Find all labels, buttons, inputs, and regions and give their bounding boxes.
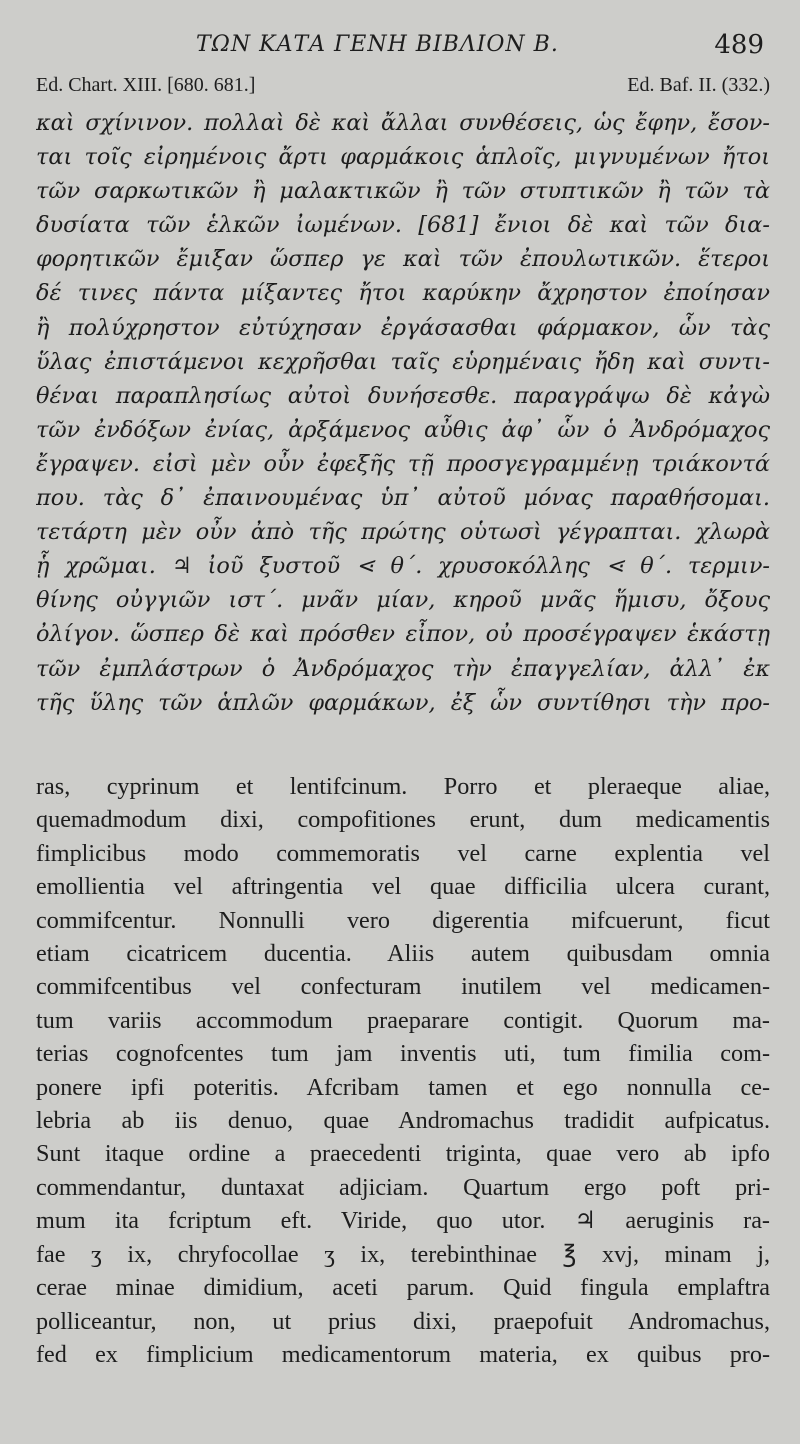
latin-line: polliceantur, non, ut prius dixi, praepofuit Andromachus, bbox=[36, 1307, 770, 1335]
running-head bbox=[0, 28, 800, 64]
latin-line: commifcentibus vel confecturam inutilem vel medicamen- bbox=[36, 973, 770, 1001]
greek-line: τῶν σαρκωτικῶν ἢ μαλακτικῶν ἢ τῶν στυπτικῶν ἢ τῶν τὰ bbox=[36, 178, 770, 205]
greek-line: καὶ σχίνινον. πολλαὶ δὲ καὶ ἄλλαι συνθέσεις, ὡς ἔφην, ἔσον- bbox=[36, 110, 770, 136]
greek-line: ται τοῖς εἰρημένοις ἄρτι φαρμάκοις ἁπλοῖς, μιγνυμένων ἤτοι bbox=[36, 144, 770, 171]
latin-line: quemadmodum dixi, compofitiones erunt, dum medicamentis bbox=[36, 806, 770, 834]
edition-chartier-reference: Ed. Chart. XIII. [680. 681.] bbox=[36, 74, 256, 96]
latin-line: ras, cyprinum et lentifcinum. Porro et pleraeque aliae, bbox=[36, 773, 770, 800]
greek-line: ἢ πολύχρηστον εὐτύχησαν ἐργάσασθαι φάρμακον, ὧν τὰς bbox=[36, 314, 770, 341]
latin-line: commifcentur. Nonnulli vero digerentia mifcuerunt, ficut bbox=[36, 906, 770, 934]
latin-line: tum variis accommodum praeparare contigit. Quorum ma- bbox=[36, 1006, 770, 1034]
edition-reference-line bbox=[36, 74, 770, 104]
latin-line: etiam cicatricem ducentia. Aliis autem quibusdam omnia bbox=[36, 940, 770, 968]
latin-line: emollientia vel aftringentia vel quae difficilia ulcera curant, bbox=[36, 873, 770, 901]
latin-line: fimplicibus modo commemoratis vel carne explentia vel bbox=[36, 839, 770, 867]
page-number: 489 bbox=[714, 30, 764, 60]
latin-line: commendantur, duntaxat adjiciam. Quartum ergo poft pri- bbox=[36, 1173, 770, 1201]
greek-line: τῶν ἐνδόξων ἐνίας, ἀρξάμενος αὖθις ἀφ᾽ ὧν ὁ Ἀνδρόμαχος bbox=[36, 416, 770, 443]
greek-line: φορητικῶν ἔμιξαν ὥσπερ γε καὶ τῶν ἐπουλωτικῶν. ἕτεροι bbox=[36, 246, 770, 273]
latin-line: mum ita fcriptum eft. Viride, quo utor. ♃ aeruginis ra- bbox=[36, 1207, 770, 1235]
latin-line: ponere ipfi poteritis. Afcribam tamen et ego nonnulla ce- bbox=[36, 1073, 770, 1101]
greek-line: δυσίατα τῶν ἑλκῶν ἰωμένων. [681] ἔνιοι δὲ καὶ τῶν δια- bbox=[36, 212, 770, 239]
latin-line: fae ʒ ix, chryfocollae ʒ ix, terebinthinae ℥ xvj, minam j, bbox=[36, 1240, 770, 1268]
greek-text-block bbox=[36, 106, 770, 720]
greek-line: θέναι παραπλησίως αὐτοὶ δυνήσεσθε. παραγράψω δὲ κἀγὼ bbox=[36, 382, 770, 409]
greek-line: θίνης οὐγγιῶν ιστ΄. μνᾶν μίαν, κηροῦ μνᾶς ἥμισυ, ὄξους bbox=[36, 587, 770, 614]
latin-line: fed ex fimplicium medicamentorum materia, ex quibus pro- bbox=[36, 1340, 770, 1368]
greek-line: ὀλίγον. ὥσπερ δὲ καὶ πρόσθεν εἶπον, οὐ προσέγραψεν ἑκάστῃ bbox=[36, 621, 770, 648]
running-title: ΤΩΝ ΚΑΤΑ ΓΕΝΗ ΒΙΒΛΙΟΝ Β. bbox=[196, 32, 559, 57]
greek-line: δέ τινες πάντα μίξαντες ἤτοι καρύκην ἄχρηστον ἐποίησαν bbox=[36, 280, 770, 307]
latin-line: lebria ab iis denuo, quae Andromachus tradidit aufpicatus. bbox=[36, 1107, 770, 1135]
greek-line: τῆς ὕλης τῶν ἁπλῶν φαρμάκων, ἐξ ὧν συντίθησι τὴν προ- bbox=[36, 689, 770, 716]
greek-line: τετάρτη μὲν οὖν ἀπὸ τῆς πρώτης οὑτωσὶ γέγραπται. χλωρὰ bbox=[36, 519, 770, 546]
latin-line: cerae minae dimidium, aceti parum. Quid fingula emplaftra bbox=[36, 1274, 770, 1302]
latin-line: Sunt itaque ordine a praecedenti triginta, quae vero ab ipfo bbox=[36, 1140, 770, 1168]
greek-line: ὕλας ἐπιστάμενοι κεχρῆσθαι ταῖς εὑρημέναις ἤδη καὶ συντι- bbox=[36, 348, 770, 375]
greek-line: ἔγραψεν. εἰσὶ μὲν οὖν ἐφεξῆς τῇ προσγεγραμμένῃ τριάκοντά bbox=[36, 450, 770, 477]
latin-text-block bbox=[36, 770, 770, 1371]
edition-basel-reference: Ed. Baf. II. (332.) bbox=[627, 74, 770, 96]
latin-line: terias cognofcentes tum jam inventis uti, tum fimilia com- bbox=[36, 1040, 770, 1068]
greek-line: ᾗ χρῶμαι. ♃ ἰοῦ ξυστοῦ ⋖ θ΄. χρυσοκόλλης ⋖ θ΄. τερμιν- bbox=[36, 553, 770, 580]
greek-line: που. τὰς δ᾽ ἐπαινουμένας ὑπ᾽ αὐτοῦ μόνας παραθήσομαι. bbox=[36, 485, 770, 512]
greek-line: τῶν ἐμπλάστρων ὁ Ἀνδρόμαχος τὴν ἐπαγγελίαν, ἀλλ᾽ ἐκ bbox=[36, 655, 770, 682]
